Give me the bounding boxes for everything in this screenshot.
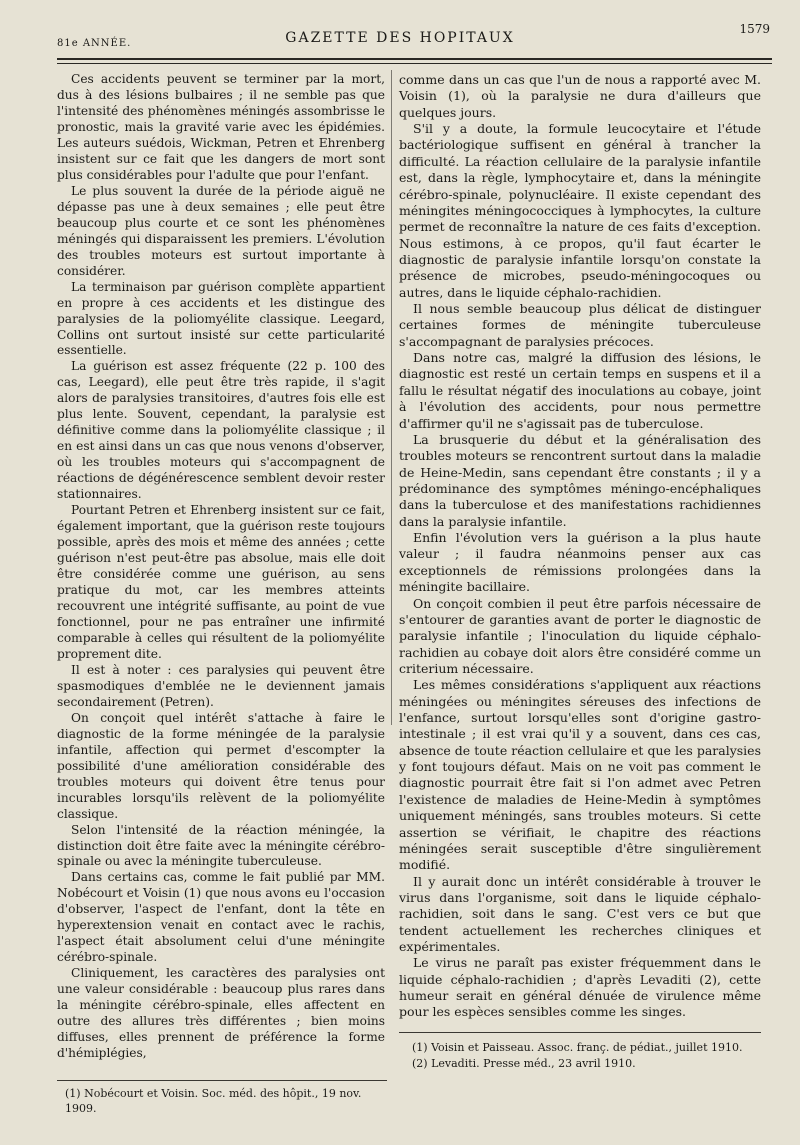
page-number: 1579 — [739, 22, 770, 36]
footnote-right-1: (1) Voisin et Paisseau. Assoc. franç. de pédiat., juillet 1910. — [412, 1041, 743, 1054]
paragraph: Il nous semble beaucoup plus délicat de distinguer certaines formes de méningite tuberculeuse s'accompagnant de paralysies précoces. — [399, 301, 761, 349]
paragraph: Cliniquement, les caractères des paralysies ont une valeur considérable : beaucoup plus rares dans la méningite cérébro-spinale, elles affectent en outre des allures très différentes ; bien moins diffuses, elles prennent de préférence la forme d'hémiplégies, — [57, 966, 385, 1061]
paragraph: La terminaison par guérison complète appartient en propre à ces accidents et les distingue des paralysies de la poliomyélite classique. Leegard, Collins ont surtout insisté sur cette particularité essentielle. — [57, 279, 385, 358]
paragraph: Le virus ne paraît pas exister fréquemment dans le liquide céphalo-rachidien ; d'après Levaditi (2), cette humeur serait en général dénuée de virulence même pour les espèces sensibles comme les singes. — [399, 955, 761, 1020]
header-rule — [57, 58, 772, 60]
paragraph: Ces accidents peuvent se terminer par la mort, dus à des lésions bulbaires ; il ne semble pas que l'intensité des phénomènes méningés assombrisse le pronostic, mais la gravité varie avec les épidémies. Les auteurs suédois, Wickman, Petren et Ehrenberg insistent sur ce fait que les dangers de mort sont plus considérables pour l'adulte que pour l'enfant. — [57, 72, 385, 182]
paragraph: Le plus souvent la durée de la période aiguë ne dépasse pas une à deux semaines ; elle peut être beaucoup plus courte et ce sont les phénomènes méningés qui disparaissent les premiers. L'évolution des troubles moteurs est surtout importante à considérer. — [57, 183, 385, 278]
paragraph: comme dans un cas que l'un de nous a rapporté avec M. Voisin (1), où la paralysie ne dura d'ailleurs que quelques jours. — [399, 72, 761, 120]
footnote-rule-right — [399, 1032, 761, 1033]
paragraph: On conçoit quel intérêt s'attache à faire le diagnostic de la forme méningée de la paralysie infantile, affection qui permet d'escompter la possibilité d'une amélioration considérable des troubles moteurs qui doivent être tenus pour incurables lorsqu'ils relèvent de la poliomyélite classique. — [57, 710, 385, 821]
paragraph: Il y aurait donc un intérêt considérable à trouver le virus dans l'organisme, soit dans le liquide céphalo-rachidien, soit dans le sang. C'est vers ce but que tendent actuellement les recherches cliniques et expérimentales. — [399, 873, 761, 955]
volume-year: 81e ANNÉE. — [57, 38, 132, 49]
paragraph: La guérison est assez fréquente (22 p. 100 des cas, Leegard), elle peut être très rapide, il s'agit alors de paralysies transitoires, d'autres fois elle est plus lente. Souvent, cependant, la paralysie est définitive comme dans la poliomyélite classique ; il en est ainsi dans un cas que nous venons d'observer, où les troubles moteurs qui s'accompagnent de réactions de dégénérescence semblent devoir rester stationnaires. — [57, 359, 385, 502]
left-column — [57, 72, 385, 1062]
paragraph: S'il y a doute, la formule leucocytaire et l'étude bactériologique suffisent en général à trancher la difficulté. La réaction cellulaire de la paralysie infantile est, dans la règle, lymphocytaire et, dans la méningite cérébro-spinale, polynucléaire. Il existe cependant des méningites méningococciques à lymphocytes, la culture permet de reconnaître la nature de ces faits d'exception. Nous estimons, à ce propos, qu'il faut écarter le diagnostic de paralysie infantile lorsqu'on constate la présence de microbes, pseudo-méningocoques ou autres, dans le liquide céphalo-rachidien. — [399, 121, 761, 300]
paragraph: Il est à noter : ces paralysies qui peuvent être spasmodiques d'emblée ne le deviennent jamais secondairement (Petren). — [57, 662, 385, 709]
footnote-right-2: (2) Levaditi. Presse méd., 23 avril 1910. — [412, 1057, 636, 1070]
footnote-rule-left — [57, 1080, 387, 1081]
paragraph: Pourtant Petren et Ehrenberg insistent sur ce fait, également important, que la guérison reste toujours possible, après des mois et même des années ; cette guérison n'est peut-être pas absolue, mais elle doit être considérée comme une guérison, au sens pratique du mot, car les membres atteints recouvrent une intégrité suffisante, au point de vue fonctionnel, pour ne pas entraîner une infirmité comparable à celles qui résultent de la poliomyélite proprement dite. — [57, 503, 385, 661]
paragraph: Selon l'intensité de la réaction méningée, la distinction doit être faite avec la méningite cérébro-spinale ou avec la méningite tuberculeuse. — [57, 822, 385, 869]
paragraph: Dans notre cas, malgré la diffusion des lésions, le diagnostic est resté un certain temps en suspens et il a fallu le résultat négatif des inoculations au cobaye, joint à l'évolution des accidents, pour nous permettre d'affirmer qu'il ne s'agissait pas de tuberculose. — [399, 350, 761, 431]
paragraph: Les mêmes considérations s'appliquent aux réactions méningées ou méningites séreuses des infections de l'enfance, surtout lorsqu'elles sont d'origine gastro-intestinale ; il est vrai qu'il y a souvent, dans ces cas, absence de toute réaction cellulaire et que les paralysies y font toujours défaut. Mais on ne voit pas comment le diagnostic pourrait être fait si l'on admet avec Petren l'existence de maladies de Heine-Medin à symptômes uniquement méningés, sans troubles moteurs. Si cette assertion se vérifiait, le chapitre des réactions méningées serait susceptible d'être singulièrement modifié. — [399, 677, 761, 873]
footnote-left: (1) Nobécourt et Voisin. Soc. méd. des hôpit., 19 nov. 1909. — [65, 1087, 362, 1115]
header-rule-thin — [57, 63, 772, 64]
paragraph: Dans certains cas, comme le fait publié par MM. Nobécourt et Voisin (1) que nous avons eu l'occasion d'observer, l'aspect de l'enfant, dont la tête en hyperextension venait en contact avec le rachis, l'aspect était absolument celui d'une méningite cérébro-spinale. — [57, 870, 385, 965]
paragraph: La brusquerie du début et la généralisation des troubles moteurs se rencontrent surtout dans la maladie de Heine-Medin, sans cependant être constants ; il y a prédominance des symptômes méningo-encéphaliques dans la tuberculose et des manifestations rachidiennes dans la paralysie infantile. — [399, 431, 761, 529]
paragraph: On conçoit combien il peut être parfois nécessaire de s'entourer de garanties avant de porter le diagnostic de paralysie infantile ; l'inoculation du liquide céphalo-rachidien au cobaye doit alors être considéré comme un criterium nécessaire. — [399, 595, 761, 676]
right-column — [399, 72, 761, 1021]
paragraph: Enfin l'évolution vers la guérison a la plus haute valeur ; il faudra néanmoins penser aux cas exceptionnels de rémissions prolongées dans la méningite bacillaire. — [399, 530, 761, 595]
column-divider — [391, 70, 392, 725]
journal-title: GAZETTE DES HOPITAUX — [285, 30, 515, 46]
